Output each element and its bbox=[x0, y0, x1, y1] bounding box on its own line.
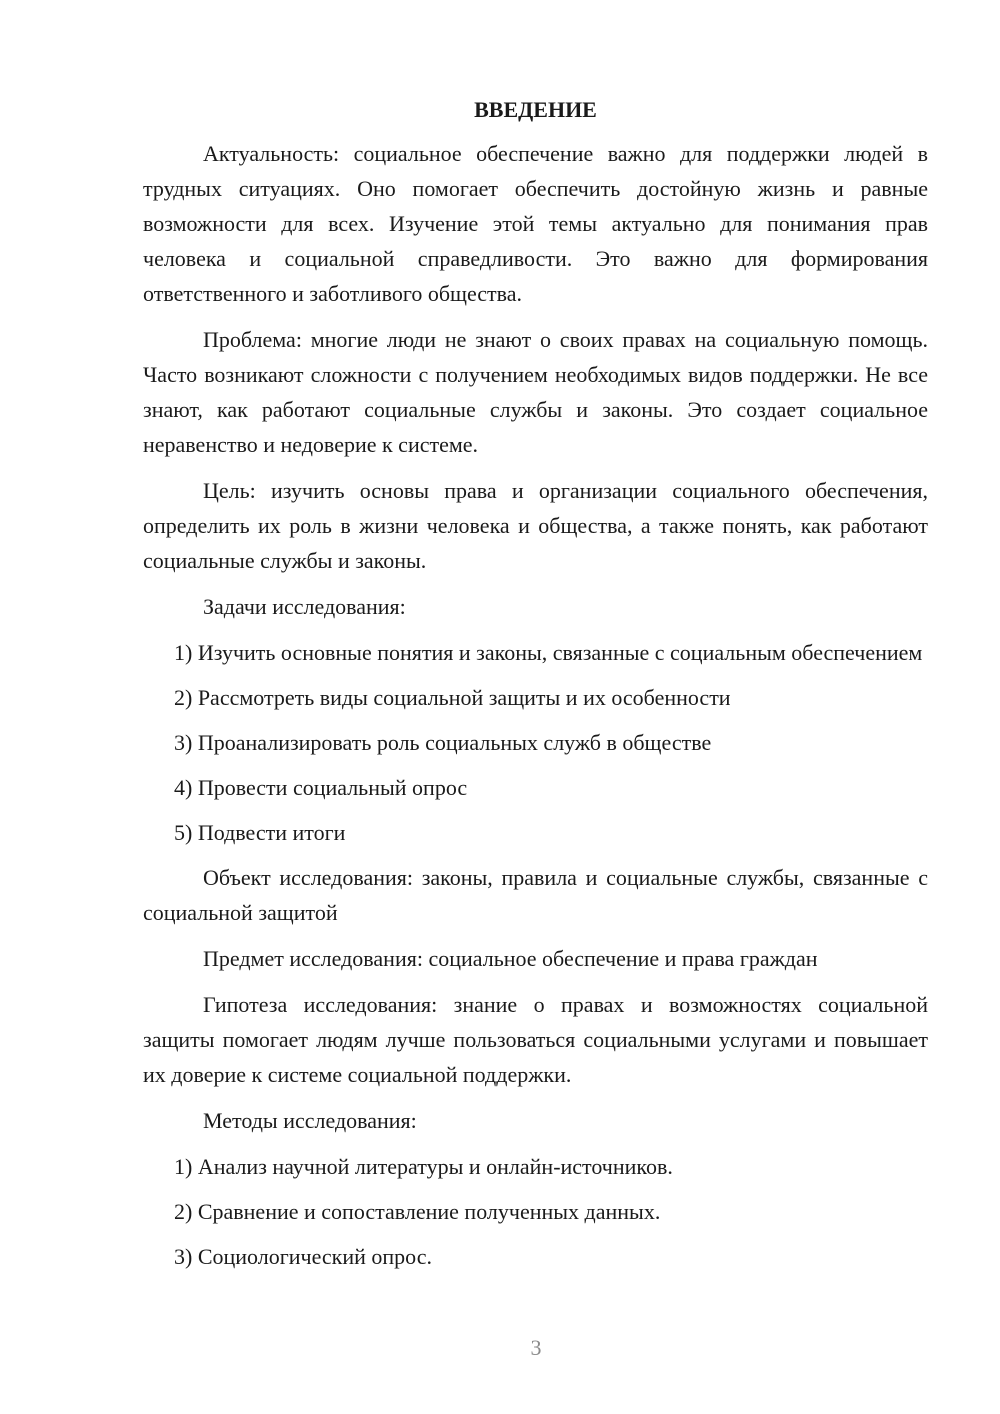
goal-paragraph: Цель: изучить основы права и организации социального обеспечения, определить их роль в жизни человека и общества, а также понять, как работают социальные службы и законы. bbox=[143, 478, 928, 573]
task-item: 4) Провести социальный опрос bbox=[174, 775, 468, 800]
page-number: 3 bbox=[530, 1335, 542, 1360]
task-item: 3) Проанализировать роль социальных служб в обществе bbox=[174, 730, 712, 755]
task-item: 5) Подвести итоги bbox=[174, 820, 346, 845]
page-title: ВВЕДЕНИЕ bbox=[474, 97, 597, 122]
method-item: 2) Сравнение и сопоставление полученных данных. bbox=[174, 1199, 661, 1224]
subject-paragraph: Предмет исследования: социальное обеспечение и права граждан bbox=[203, 946, 818, 971]
methods-list bbox=[143, 1149, 928, 1274]
hypothesis-paragraph: Гипотеза исследования: знание о правах и возможностях социальной защиты помогает людям лучше пользоваться социальными услугами и повышает их доверие к системе социальной поддержки. bbox=[143, 992, 928, 1087]
tasks-list bbox=[143, 635, 928, 850]
task-item: 1) Изучить основные понятия и законы, связанные с социальным обеспечением bbox=[174, 640, 923, 665]
method-item: 3) Социологический опрос. bbox=[174, 1244, 432, 1269]
document-page bbox=[143, 92, 928, 1284]
methods-label: Методы исследования: bbox=[203, 1108, 417, 1133]
problem-paragraph: Проблема: многие люди не знают о своих правах на социальную помощь. Часто возникают сложности с получением необходимых видов поддержки. Не все знают, как работают социальные службы и законы. Это создает социальное неравенство и недоверие к системе. bbox=[143, 327, 928, 457]
object-paragraph: Объект исследования: законы, правила и социальные службы, связанные с социальной защитой bbox=[143, 865, 928, 925]
tasks-label: Задачи исследования: bbox=[203, 594, 406, 619]
method-item: 1) Анализ научной литературы и онлайн-источников. bbox=[174, 1154, 673, 1179]
task-item: 2) Рассмотреть виды социальной защиты и их особенности bbox=[174, 685, 731, 710]
relevance-paragraph: Актуальность: социальное обеспечение важно для поддержки людей в трудных ситуациях. Оно помогает обеспечить достойную жизнь и равные возможности для всех. Изучение этой темы актуально для понимания прав человека и социальной справедливости. Это важно для формирования ответственного и заботливого общества. bbox=[143, 141, 928, 306]
